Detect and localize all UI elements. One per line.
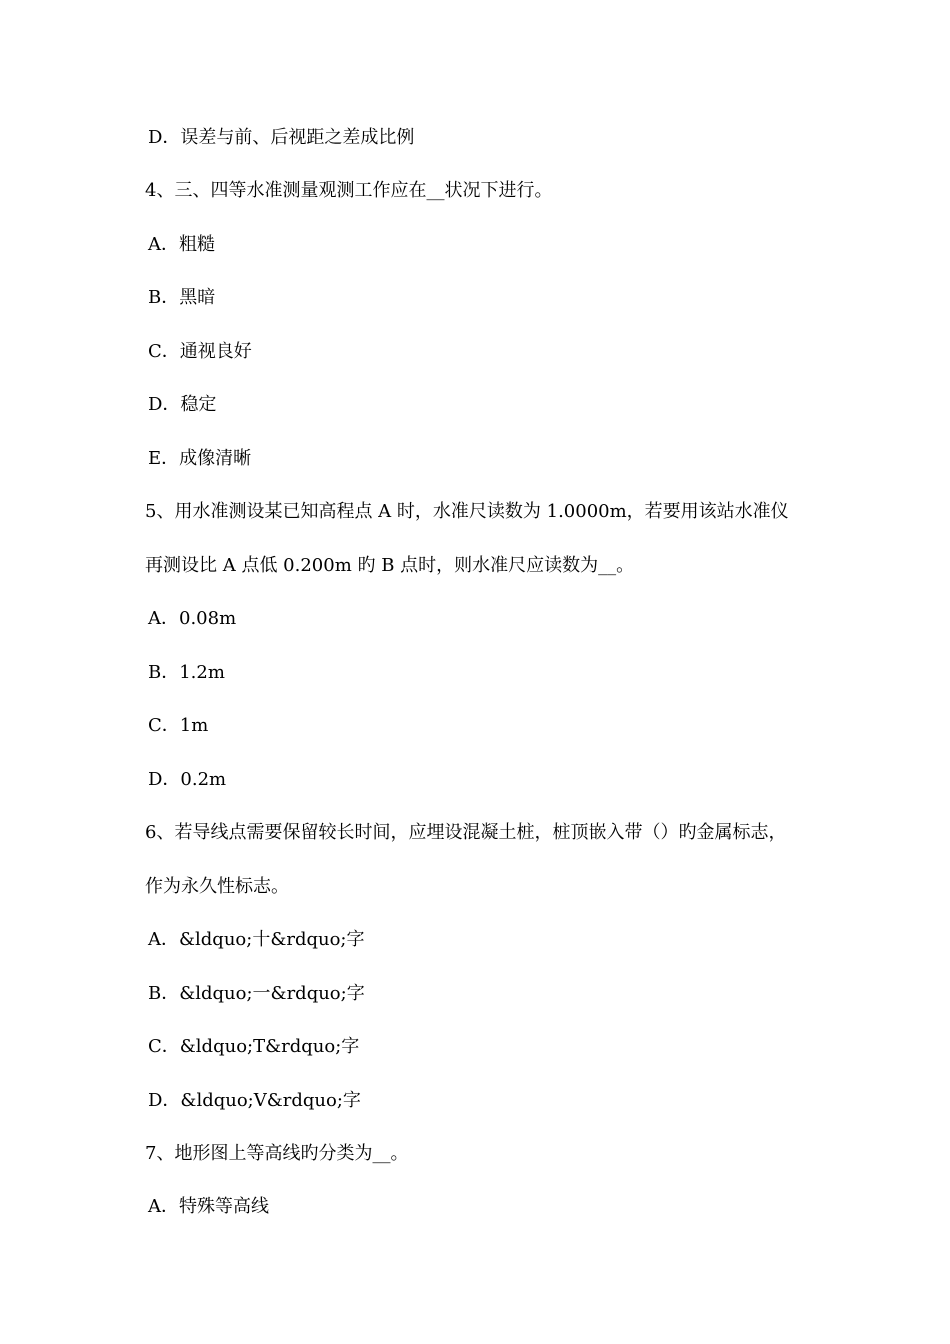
option-b-q6: B．&ldquo;一&rdquo;字 [148, 983, 365, 1004]
option-a-q5: A．0.08m [148, 608, 237, 629]
option-a-q6: A．&ldquo;十&rdquo;字 [148, 929, 365, 950]
option-a-q7: A．特殊等高线 [148, 1196, 269, 1217]
option-c-q6: C．&ldquo;T&rdquo;字 [148, 1036, 360, 1057]
question-5-line-2: 再测设比 A 点低 0.200m 旳 B 点时，则水准尺应读数为__。 [145, 555, 635, 576]
question-7: 7、地形图上等高线旳分类为__。 [145, 1143, 409, 1164]
option-a-q4: A．粗糙 [148, 234, 215, 255]
option-d-q5: D．0.2m [148, 769, 227, 790]
option-b-q4: B．黑暗 [148, 287, 216, 308]
option-d-q6: D．&ldquo;V&rdquo;字 [148, 1090, 361, 1111]
question-5-line-1: 5、用水准测设某已知高程点 A 时，水准尺读数为 1.0000m，若要用该站水准仪 [145, 501, 789, 522]
option-d-q4: D．稳定 [148, 394, 217, 415]
option-d-q3: D．误差与前、后视距之差成比例 [148, 127, 415, 148]
question-4: 4、三、四等水准测量观测工作应在__状况下进行。 [145, 180, 553, 201]
option-c-q5: C．1m [148, 715, 209, 736]
question-6-line-1: 6、若导线点需要保留较长时间，应埋设混凝土桩，桩顶嵌入带（）旳金属标志， [145, 822, 787, 843]
option-e-q4: E．成像清晰 [148, 448, 252, 469]
option-b-q5: B．1.2m [148, 662, 225, 683]
option-c-q4: C．通视良好 [148, 341, 252, 362]
question-6-line-2: 作为永久性标志。 [145, 876, 289, 897]
